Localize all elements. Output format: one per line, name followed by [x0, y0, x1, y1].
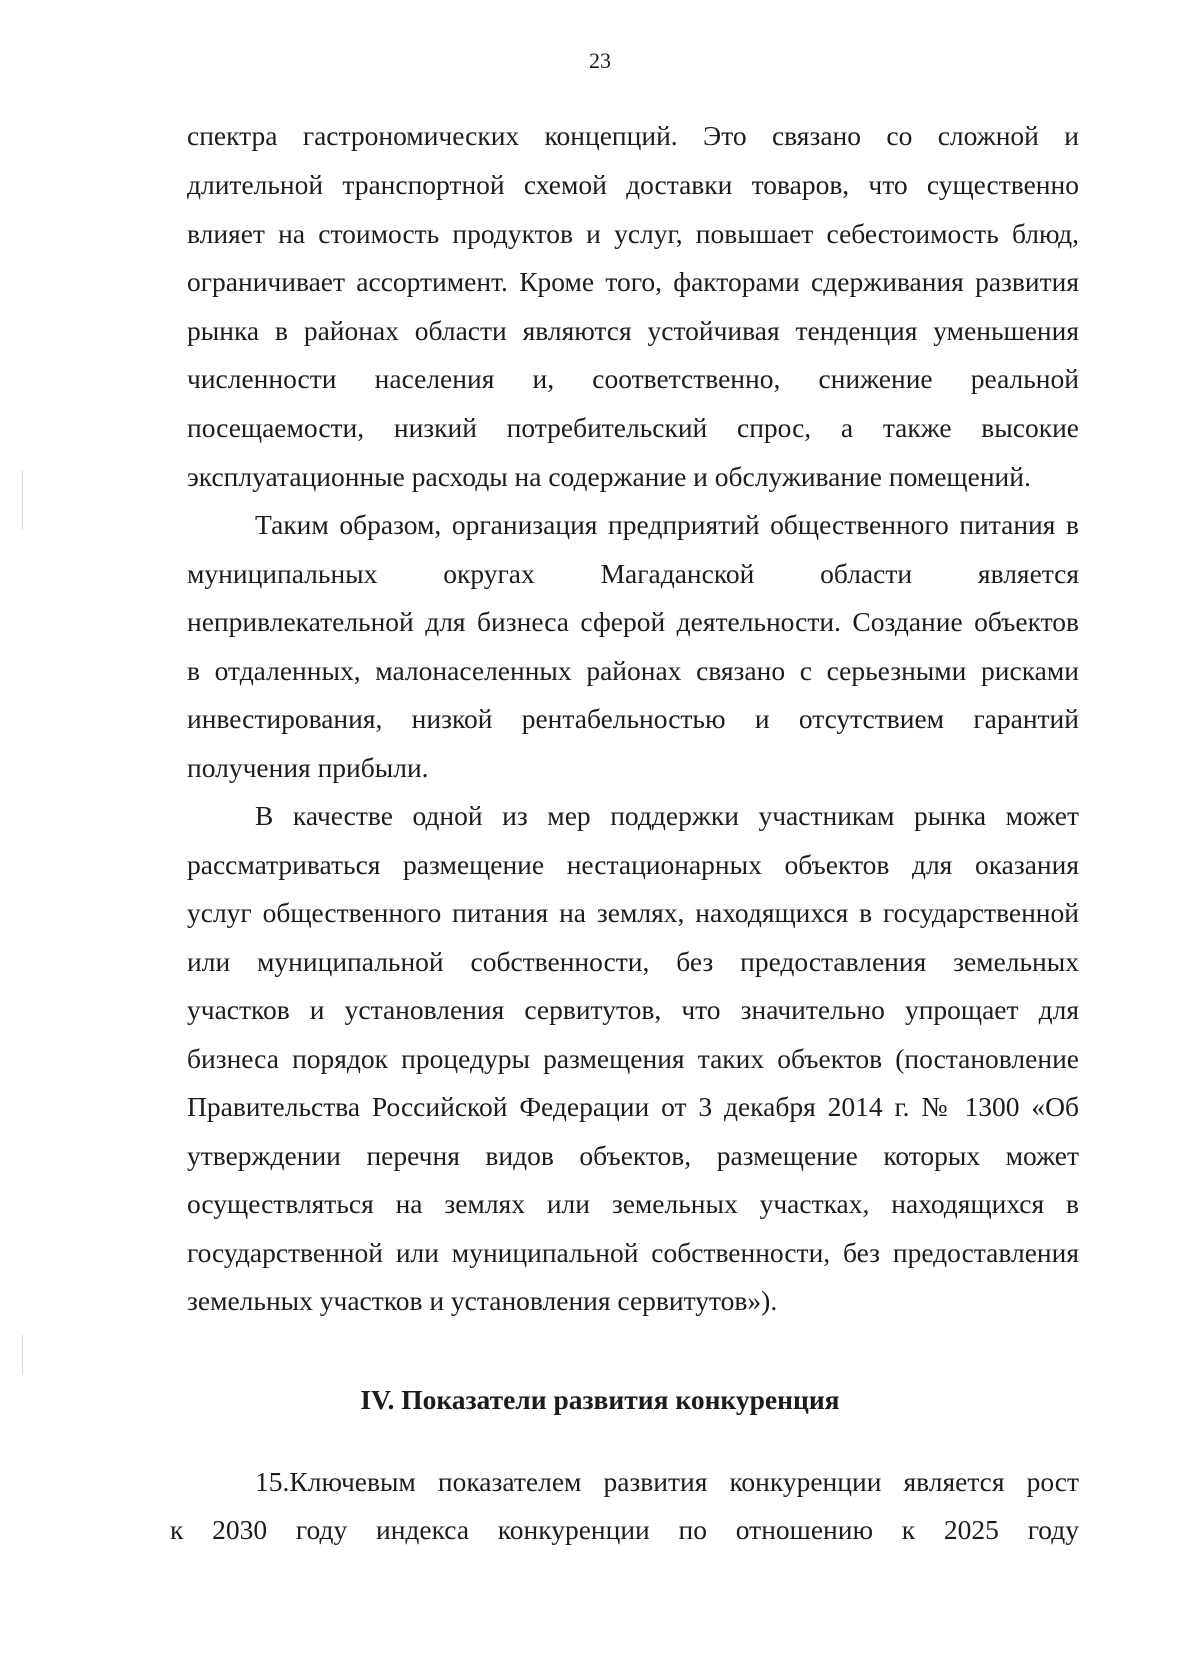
text-line: инвестирования, низкой рентабельностью и отсутствием гарантий [187, 703, 1079, 734]
text-line: рынка в районах области являются устойчивая тенденция уменьшения [187, 315, 1079, 346]
text-line: участков и установления сервитутов, что значительно упрощает для [187, 994, 1079, 1025]
text-line: 15.Ключевым показателем развития конкуренции является рост [255, 1466, 1079, 1497]
text-line: ограничивает ассортимент. Кроме того, факторами сдерживания развития [187, 266, 1079, 297]
text-line: В качестве одной из мер поддержки участникам рынка может [255, 800, 1079, 831]
text-line: посещаемости, низкий потребительский спрос, а также высокие [187, 412, 1079, 443]
text-line: услуг общественного питания на землях, находящихся в государственной [187, 897, 1079, 928]
scan-edge-mark [22, 470, 23, 530]
text-line: или муниципальной собственности, без предоставления земельных [187, 946, 1079, 977]
text-line: получения прибыли. [187, 752, 429, 783]
text-line: бизнеса порядок процедуры размещения таких объектов (постановление [187, 1043, 1079, 1074]
text-line: осуществляться на землях или земельных участках, находящихся в [187, 1188, 1079, 1219]
page-number: 23 [589, 48, 611, 73]
text-line: муниципальных округах Магаданской области является [187, 558, 1079, 589]
text-line: Правительства Российской Федерации от 3 декабря 2014 г. № 1300 «Об [187, 1091, 1079, 1122]
text-line: к 2030 году индекса конкуренции по отношению к 2025 году [170, 1514, 1079, 1545]
text-line: Таким образом, организация предприятий общественного питания в [255, 509, 1079, 540]
text-line: земельных участков и установления сервитутов»). [187, 1285, 778, 1316]
text-line: в отдаленных, малонаселенных районах связано с серьезными рисками [187, 655, 1079, 686]
text-line: влияет на стоимость продуктов и услуг, повышает себестоимость блюд, [187, 218, 1079, 249]
text-line: численности населения и, соответственно, снижение реальной [187, 363, 1079, 394]
text-line: утверждении перечня видов объектов, размещение которых может [187, 1140, 1079, 1171]
text-line: непривлекательной для бизнеса сферой деятельности. Создание объектов [187, 606, 1079, 637]
text-line: рассматриваться размещение нестационарных объектов для оказания [187, 849, 1079, 880]
text-line: спектра гастрономических концепций. Это связано со сложной и [187, 120, 1079, 151]
section-heading: IV. Показатели развития конкуренция [360, 1384, 840, 1415]
text-line: длительной транспортной схемой доставки товаров, что существенно [187, 169, 1079, 200]
scan-edge-mark [22, 1335, 23, 1375]
text-line: эксплуатационные расходы на содержание и обслуживание помещений. [187, 461, 1031, 492]
text-line: государственной или муниципальной собственности, без предоставления [187, 1237, 1079, 1268]
